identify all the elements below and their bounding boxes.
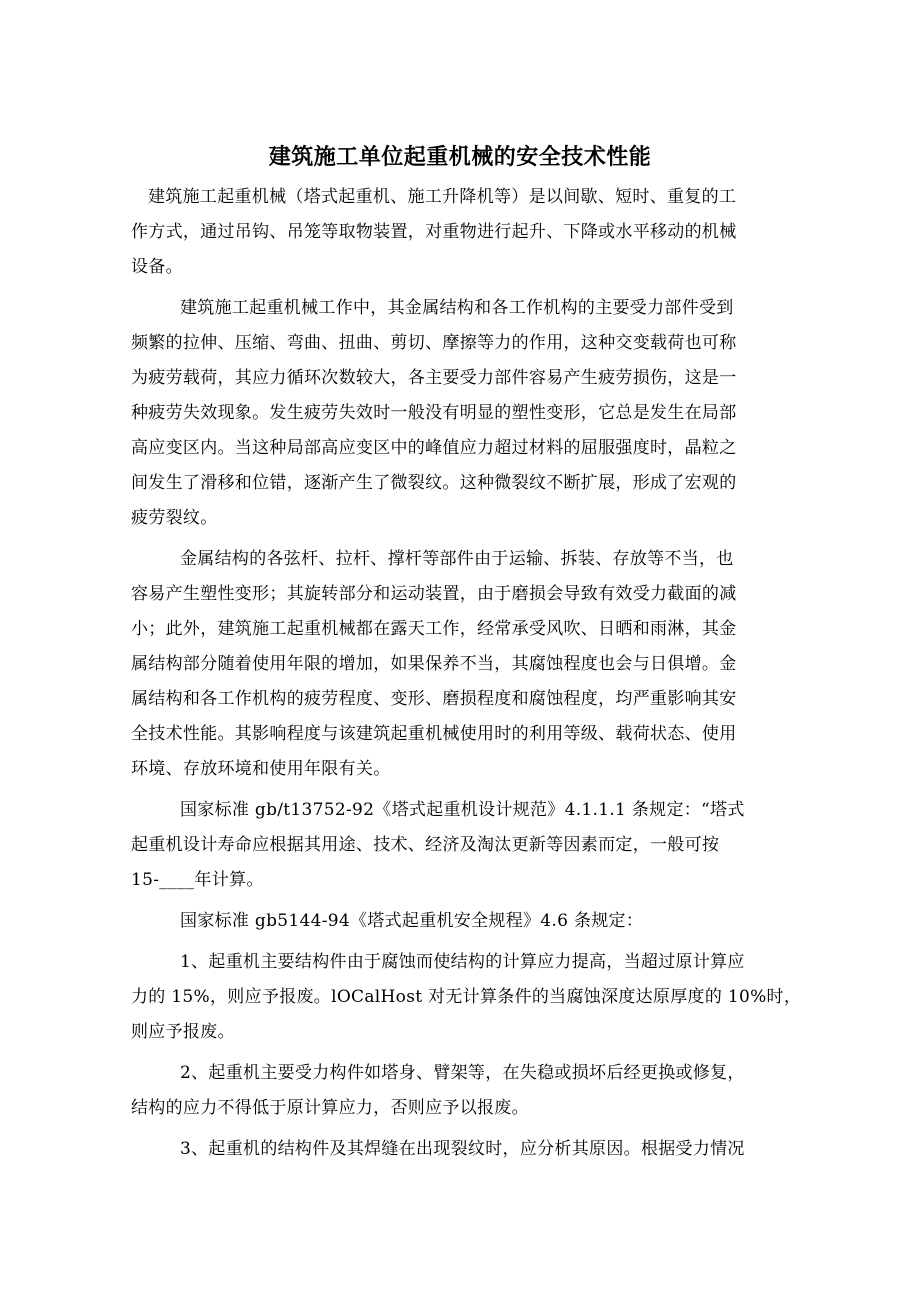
text-line: 小；此外，建筑施工起重机械都在露天工作，经常承受风吹、日晒和雨淋，其金 (131, 619, 737, 639)
text-line: 容易产生塑性变形；其旋转部分和运动装置，由于磨损会导致有效受力截面的减 (131, 584, 737, 604)
text-line: 建筑施工起重机械工作中，其金属结构和各工作机构的主要受力部件受到 (180, 298, 734, 318)
text-line: 力的 15%，则应予报废。lOCalHost 对无计算条件的当腐蚀深度达原厚度的 10%时， (131, 987, 802, 1007)
text-line: 频繁的拉伸、压缩、弯曲、扭曲、剪切、摩擦等力的作用，这种交变载荷也可称 (131, 333, 737, 353)
text-line: 1、起重机主要结构件由于腐蚀而使结构的计算应力提高，当超过原计算应 (180, 952, 745, 972)
text-line: 疲劳裂纹。 (131, 508, 218, 528)
text-line: 2、起重机主要受力构件如塔身、臂架等，在失稳或损坏后经更换或修复， (180, 1063, 745, 1083)
text-line: 15-____年计算。 (131, 870, 264, 890)
text-line: 属结构部分随着使用年限的增加，如果保养不当，其腐蚀程度也会与日俱增。金 (131, 654, 737, 674)
document-title: 建筑施工单位起重机械的安全技术性能 (268, 145, 652, 170)
text-line: 国家标准 gb/t13752-92《塔式起重机设计规范》4.1.1.1 条规定：“塔式 (180, 800, 745, 820)
text-line: 结构的应力不得低于原计算应力，否则应予以报废。 (131, 1098, 529, 1118)
text-line: 高应变区内。当这种局部高应变区中的峰值应力超过材料的屈服强度时，晶粒之 (131, 438, 737, 458)
text-line: 金属结构的各弦杆、拉杆、撑杆等部件由于运输、拆装、存放等不当，也 (180, 549, 734, 569)
text-line: 设备。 (131, 257, 183, 277)
text-line: 起重机设计寿命应根据其用途、技术、经济及淘汰更新等因素而定，一般可按 (131, 835, 720, 855)
text-line: 国家标准 gb5144-94《塔式起重机安全规程》4.6 条规定： (180, 911, 644, 931)
text-line: 作方式，通过吊钩、吊笼等取物装置，对重物进行起升、下降或水平移动的机械 (131, 222, 737, 242)
text-line: 种疲劳失效现象。发生疲劳失效时一般没有明显的塑性变形，它总是发生在局部 (131, 403, 737, 423)
text-line: 则应予报废。 (131, 1022, 235, 1042)
text-line: 间发生了滑移和位错，逐渐产生了微裂纹。这种微裂纹不断扩展，形成了宏观的 (131, 473, 737, 493)
text-line: 全技术性能。其影响程度与该建筑起重机械使用时的利用等级、载荷状态、使用 (131, 724, 737, 744)
text-line: 为疲劳载荷，其应力循环次数较大，各主要受力部件容易产生疲劳损伤，这是一 (131, 368, 737, 388)
text-line: 3、起重机的结构件及其焊缝在出现裂纹时，应分析其原因。根据受力情况 (180, 1139, 745, 1159)
text-line: 建筑施工起重机械（塔式起重机、施工升降机等）是以间歇、短时、重复的工 (148, 187, 737, 207)
text-line: 属结构和各工作机构的疲劳程度、变形、磨损程度和腐蚀程度，均严重影响其安 (131, 689, 737, 709)
text-line: 环境、存放环境和使用年限有关。 (131, 759, 391, 779)
